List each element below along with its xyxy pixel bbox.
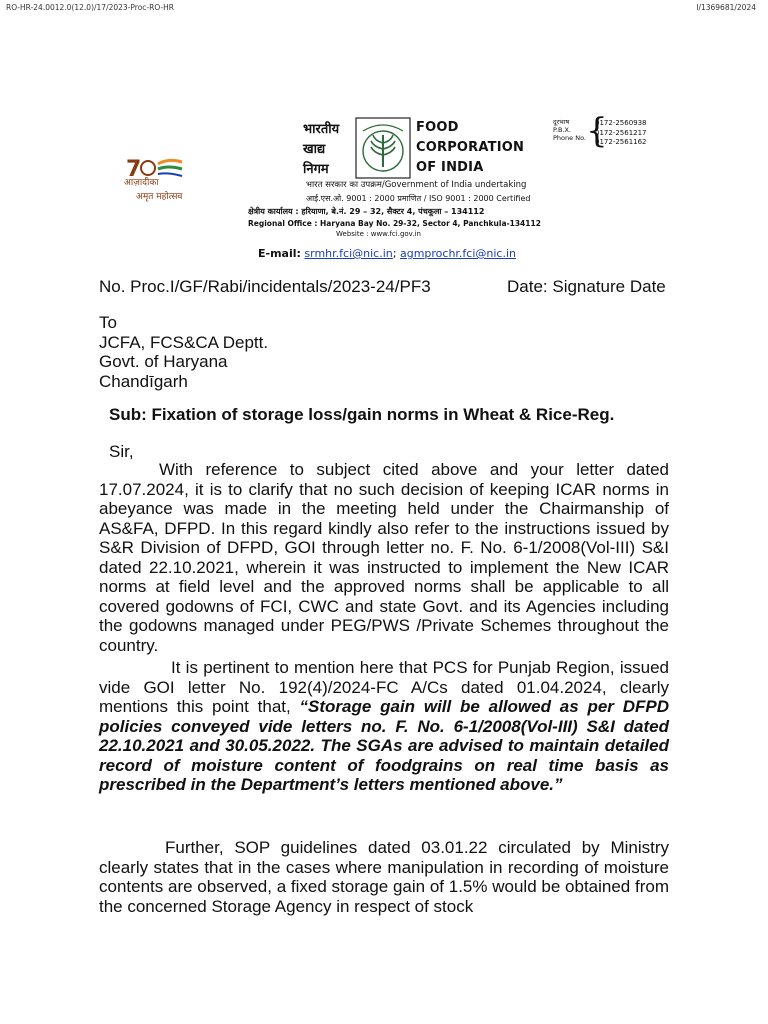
svg-text:7: 7	[126, 157, 142, 182]
phone-labels	[553, 118, 586, 142]
english-name-line-3: OF INDIA	[416, 160, 484, 175]
fci-emblem-icon	[355, 117, 411, 179]
paragraph-1: With reference to subject cited above and your letter dated 17.07.2024, it is to clarify that no such decision of keeping ICAR norms in abeyance was made in the meeting held under the Chairmanship of AS&FA, DFPD. In this regard kindly also refer to the instructions issued by S&R Division of DFPD, GOI through letter no. F. No. 6-1/2008(Vol-III) S&I dated 22.10.2021, wherein it was instructed to implement the New ICAR norms at field level and the approved norms shall be applicable to all covered godowns of FCI, CWC and state Govt. and its Agencies including the godowns managed under PEG/PWS /Private Schemes throughout the country.	[99, 460, 669, 655]
addressee-line: Chandīgarh	[99, 371, 188, 391]
regional-office-english: Regional Office : Haryana Bay No. 29-32, Sector 4, Panchkula-134112	[248, 219, 541, 228]
hindi-name-line-1: भारतीय	[303, 122, 340, 137]
english-name-line-1: FOOD	[416, 120, 459, 135]
addressee-block	[99, 313, 268, 391]
amrit-logo-text: अमृत महोत्सव	[136, 192, 183, 202]
paragraph-2	[99, 658, 669, 795]
azadi-ka-amrit-mahotsav-logo	[122, 152, 202, 204]
email-label: E-mail:	[258, 247, 301, 260]
phone-label: P.B.X.	[553, 126, 572, 134]
undertaking-line: भारत सरकार का उपक्रम/Government of India undertaking	[306, 180, 527, 190]
paragraph-2-text: It is pertinent to mention here that PCS for Punjab Region, issued vide GOI letter No. 192(4)/2024-FC A/Cs dated 01.04.2024, clearly mentions this point that,	[99, 658, 669, 716]
english-name-line-2: CORPORATION	[416, 140, 525, 155]
phone-label: दूरभाष	[553, 118, 570, 126]
addressee-line: Govt. of Haryana	[99, 352, 228, 371]
iso-line: आई.एस.ओ. 9001 : 2000 प्रमाणित / ISO 9001 : 2000 Certified	[306, 194, 531, 203]
paragraph-2-quote: “Storage gain will be allowed as per DFPD policies conveyed vide letters no. F. No. 6-1/2008(Vol-III) S&I dated 22.10.2021 and 30.05.2022. The SGAs are advised to maintain detailed record of moisture content of foodgrains on real time basis as prescribed in the Department’s letters mentioned above.”	[99, 697, 669, 794]
reference-number: No. Proc.I/GF/Rabi/incidentals/2023-24/PF3	[99, 277, 431, 296]
letter-date: Date: Signature Date	[507, 277, 666, 296]
website-line: Website : www.fci.gov.in	[336, 230, 421, 238]
phone-label: Phone No.	[553, 134, 586, 142]
regional-office-hindi: क्षेत्रीय कार्यालय : हरियाणा, बे.नं. 29 – 32, सैक्टर 4, पंचकूला – 134112	[248, 207, 485, 216]
reference-line	[99, 277, 666, 297]
phone-number: 0172-2561162	[595, 138, 647, 146]
hindi-name-line-3: निगम	[303, 162, 329, 177]
subject-line: Sub: Fixation of storage loss/gain norms in Wheat & Rice-Reg.	[109, 405, 615, 424]
file-reference: RO-HR-24.0012.0(12.0)/17/2023-Proc-RO-HR	[6, 3, 175, 12]
salutation: Sir,	[109, 442, 134, 461]
addressee-line: JCFA, FCS&CA Deptt.	[99, 332, 269, 352]
addressee-line: To	[99, 313, 117, 332]
document-id: I/1369681/2024	[696, 3, 756, 12]
paragraph-3: Further, SOP guidelines dated 03.01.22 circulated by Ministry clearly states that in the cases where manipulation in recording of moisture contents are observed, a fixed storage gain of 1.5% would be obtained from the concerned Storage Agency in respect of stock	[99, 838, 669, 916]
phone-number: 0172-2560938	[595, 119, 647, 127]
email-line	[258, 247, 516, 260]
email-link-srmhr[interactable]: srmhr.fci@nic.in	[304, 247, 393, 260]
hindi-name-line-2: खाद्य	[303, 142, 326, 157]
brace-icon: {	[586, 111, 608, 151]
azadi-logo-text: आज़ादीका	[124, 178, 159, 188]
phone-number: 0172-2561217	[595, 128, 647, 137]
phone-numbers	[595, 119, 647, 148]
email-separator: ;	[392, 247, 397, 260]
email-link-agmprochr[interactable]: agmprochr.fci@nic.in	[399, 247, 517, 260]
